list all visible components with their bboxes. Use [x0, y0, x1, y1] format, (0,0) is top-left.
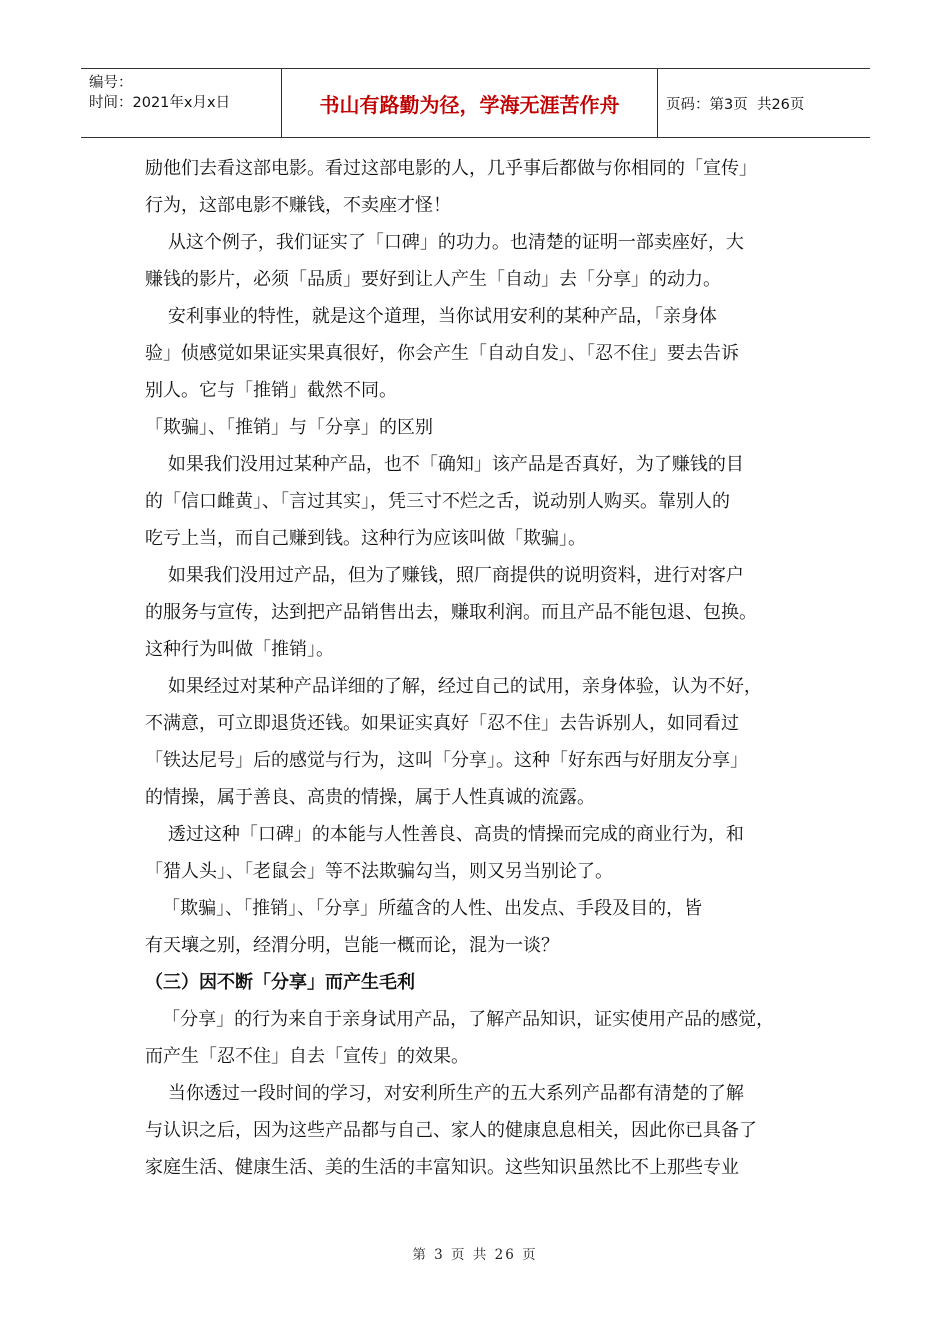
header-meta [81, 69, 282, 137]
body-line: 如果我们没用过产品，但为了赚钱，照厂商提供的说明资料，进行对客户 [145, 565, 744, 586]
body-line: 而产生「忍不住」自去「宣传」的效果。 [145, 1046, 469, 1067]
page-header [81, 68, 870, 138]
body-line: 「欺骗」、「推销」、「分享」所蕴含的人性、出发点、手段及目的，皆 [145, 898, 703, 919]
body-line: 赚钱的影片，必须「品质」要好到让人产生「自动」去「分享」的动力。 [145, 269, 721, 290]
body-line: 励他们去看这部电影。看过这部电影的人，几乎事后都做与你相同的「宣传」 [145, 158, 757, 179]
header-page-number: 页码：第3页 共26页 [666, 96, 805, 113]
body-line: 「铁达尼号」后的感觉与行为，这叫「分享」。这种「好东西与好朋友分享」 [145, 750, 748, 771]
body-line: 的服务与宣传，达到把产品销售出去，赚取利润。而且产品不能包退、包换。 [145, 602, 757, 623]
header-page-info [658, 69, 870, 137]
body-line: 「分享」的行为来自于亲身试用产品，了解产品知识，证实使用产品的感觉， [145, 1009, 775, 1030]
body-line: 不满意，可立即退货还钱。如果证实真好「忍不住」去告诉别人，如同看过 [145, 713, 739, 734]
header-motto: 书山有路勤为径，学海无涯苦作舟 [282, 69, 658, 137]
body-line: 如果经过对某种产品详细的了解，经过自己的试用，亲身体验，认为不好， [145, 676, 762, 697]
document-date: 时间：2021年x月x日 [89, 95, 231, 111]
body-line: 「猎人头」、「老鼠会」等不法欺骗勾当，则又另当别论了。 [145, 861, 613, 882]
body-line: 这种行为叫做「推销」。 [145, 639, 334, 660]
body-line: 安利事业的特性，就是这个道理，当你试用安利的某种产品，「亲身体 [145, 306, 717, 327]
document-body [145, 150, 815, 1186]
body-line: 吃亏上当，而自己赚到钱。这种行为应该叫做「欺骗」。 [145, 528, 586, 549]
body-line: 家庭生活、健康生活、美的生活的丰富知识。这些知识虽然比不上那些专业 [145, 1157, 739, 1178]
page-footer: 第 3 页 共 26 页 [412, 1247, 538, 1263]
body-line: 有天壤之别，经渭分明，岂能一概而论，混为一谈？ [145, 935, 559, 956]
section-heading: （三）因不断「分享」而产生毛利 [145, 972, 415, 993]
body-line: 验」侦感觉如果证实果真很好，你会产生「自动自发」、「忍不住」要去告诉 [145, 343, 739, 364]
section-subheading: 「欺骗」、「推销」与「分享」的区别 [145, 417, 433, 438]
body-line: 当你透过一段时间的学习，对安利所生产的五大系列产品都有清楚的了解 [145, 1083, 744, 1104]
body-line: 从这个例子，我们证实了「口碑」的功力。也清楚的证明一部卖座好，大 [145, 232, 744, 253]
body-line: 与认识之后，因为这些产品都与自己、家人的健康息息相关，因此你已具备了 [145, 1120, 757, 1141]
body-line: 透过这种「口碑」的本能与人性善良、高贵的情操而完成的商业行为，和 [145, 824, 744, 845]
body-line: 的情操，属于善良、高贵的情操，属于人性真诚的流露。 [145, 787, 595, 808]
body-line: 别人。它与「推销」截然不同。 [145, 380, 397, 401]
body-line: 行为，这部电影不赚钱，不卖座才怪！ [145, 195, 451, 216]
document-number-label: 编号： [89, 75, 133, 91]
body-line: 如果我们没用过某种产品，也不「确知」该产品是否真好，为了赚钱的目 [145, 454, 744, 475]
body-line: 的「信口雌黄」、「言过其实」，凭三寸不烂之舌，说动别人购买。靠别人的 [145, 491, 730, 512]
